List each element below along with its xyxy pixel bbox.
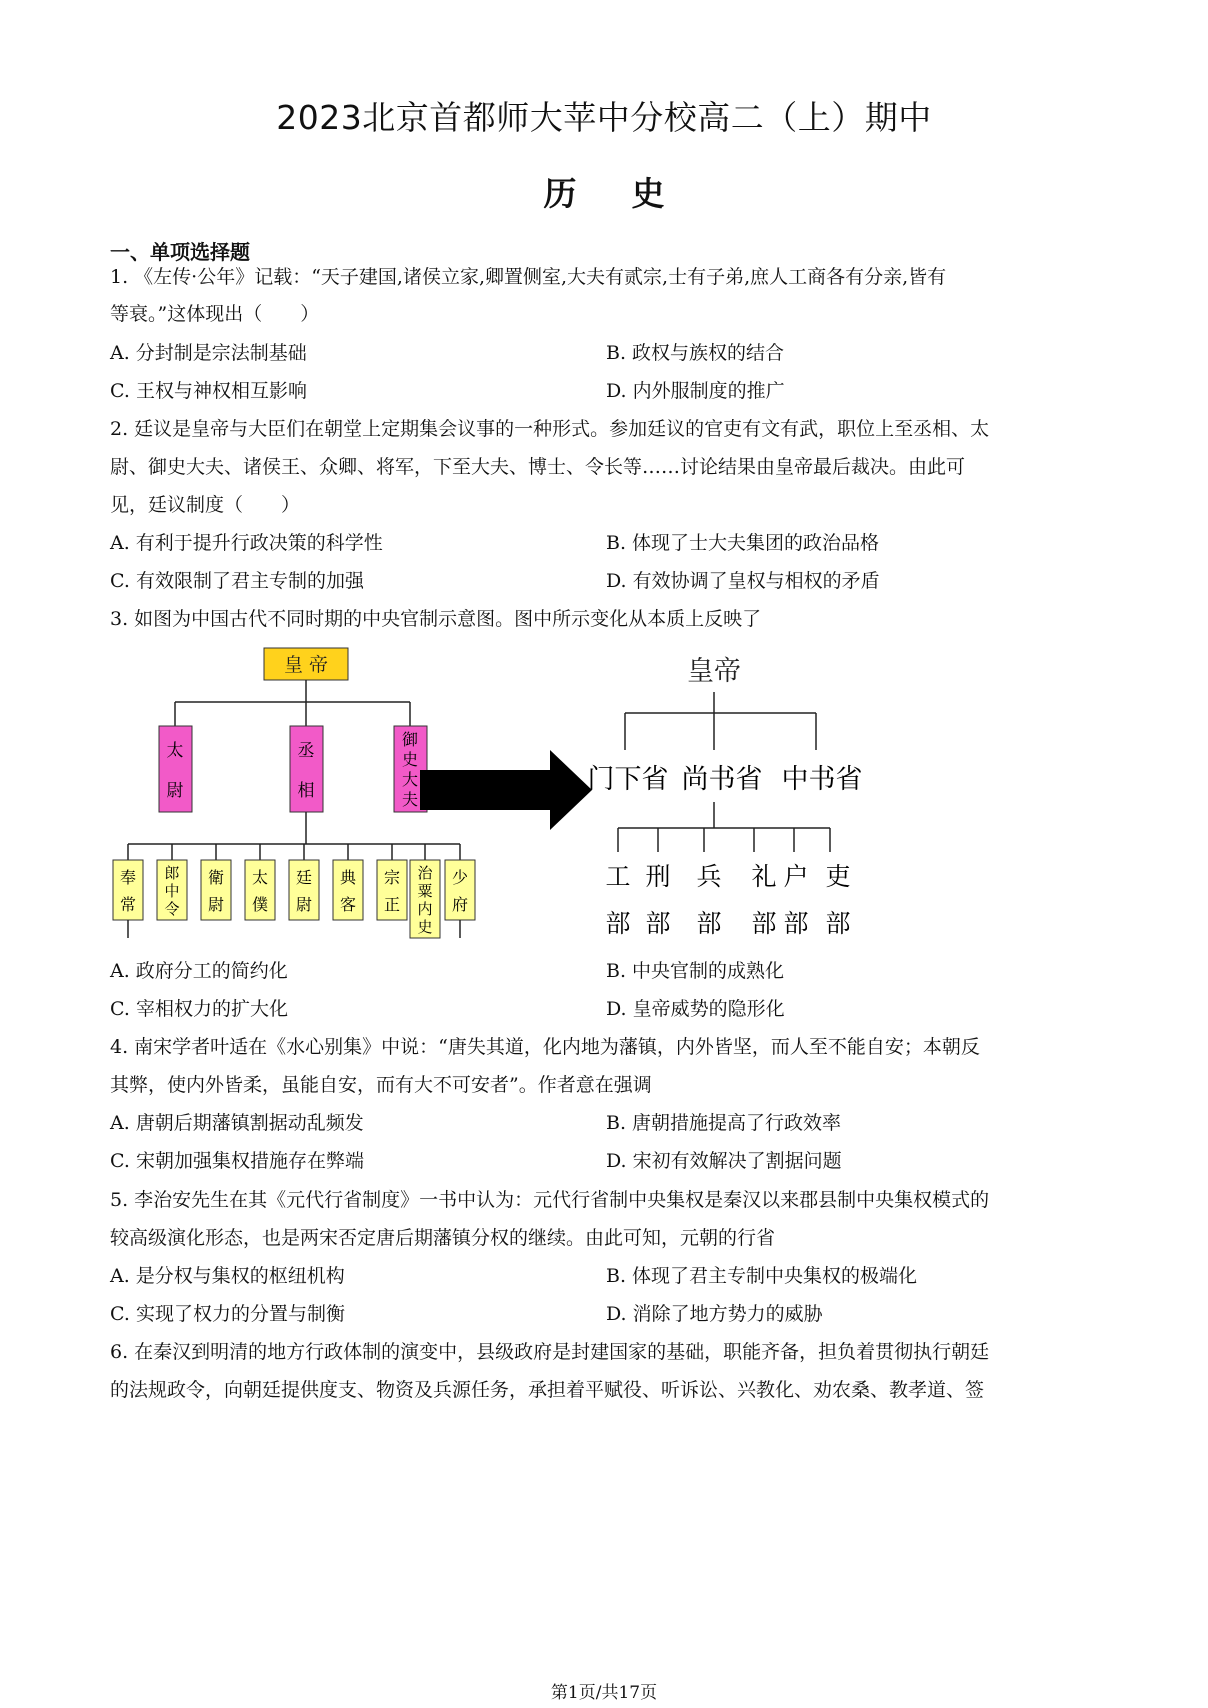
question-2-option-a: A. 有利于提升行政决策的科学性: [110, 532, 383, 554]
dept-menxia: 门下省: [587, 764, 669, 795]
svg-text:奉: 奉: [119, 868, 137, 887]
question-1-line-1: 1. 《左传·公年》记载：“天子建国,诸侯立家,卿置侧室,大夫有贰宗,士有子弟,庶人工商各有分亲,皆有: [110, 266, 947, 288]
official-yushidafu-char-1: 御: [401, 730, 419, 749]
svg-text:户: 户: [783, 862, 809, 891]
question-2-line-1: 2. 廷议是皇帝与大臣们在朝堂上定期集会议事的一种形式。参加廷议的官吏有文有武，职位上至丞相、太: [110, 418, 990, 440]
question-3-option-a: A. 政府分工的简约化: [110, 960, 288, 982]
svg-text:部: 部: [825, 909, 851, 938]
svg-text:令: 令: [164, 900, 180, 918]
page-number: 第1页/共17页: [550, 1683, 658, 1703]
svg-text:中: 中: [164, 882, 180, 900]
svg-text:史: 史: [417, 918, 433, 936]
svg-text:尉: 尉: [295, 895, 313, 914]
dept-zhongshu: 中书省: [781, 764, 863, 795]
svg-text:礼: 礼: [751, 862, 777, 891]
question-1-option-c: C. 王权与神权相互影响: [110, 380, 307, 402]
svg-text:部: 部: [605, 909, 631, 938]
svg-text:衛: 衛: [207, 868, 225, 887]
ministry-bingbu: [696, 862, 721, 938]
three-departments-six-ministries: [588, 656, 863, 938]
question-2-line-3: 见，廷议制度（ ）: [110, 494, 301, 516]
question-5-line-2: 较高级演化形态，也是两宋否定唐后期藩镇分权的继续。由此可知，元朝的行省: [110, 1227, 776, 1249]
official-chengxiang-char-1: 丞: [297, 741, 315, 761]
question-5-line-1: 5. 李治安先生在其《元代行省制度》一书中认为：元代行省制中央集权是秦汉以来郡县制中央集权模式的: [110, 1189, 990, 1211]
ministry-libu-rites: [751, 862, 776, 938]
svg-text:部: 部: [696, 909, 722, 938]
ministry-xingbu: [645, 862, 670, 938]
svg-text:吏: 吏: [825, 862, 851, 891]
question-3-option-d: D. 皇帝威势的隐形化: [606, 998, 785, 1020]
ministry-libu-personnel: [825, 862, 850, 938]
question-5-option-b: B. 体现了君主专制中央集权的极端化: [606, 1265, 918, 1287]
transition-arrow: [420, 750, 592, 830]
question-4-option-b: B. 唐朝措施提高了行政效率: [606, 1112, 842, 1134]
emperor-label: 皇 帝: [283, 654, 329, 676]
question-3-line-1: 3. 如图为中国古代不同时期的中央官制示意图。图中所示变化从本质上反映了: [110, 608, 762, 630]
question-1-option-b: B. 政权与族权的结合: [606, 342, 785, 364]
question-4-line-2: 其弊，使内外皆柔，虽能自安，而有大不可安者”。作者意在强调: [110, 1074, 652, 1096]
svg-text:部: 部: [751, 909, 777, 938]
svg-text:少: 少: [451, 868, 469, 887]
question-5-option-d: D. 消除了地方势力的威胁: [606, 1303, 823, 1325]
svg-text:客: 客: [339, 895, 357, 914]
ministry-hubu: [783, 862, 808, 938]
svg-text:廷: 廷: [295, 868, 313, 887]
question-5-option-c: C. 实现了权力的分置与制衡: [110, 1303, 345, 1325]
svg-text:治: 治: [417, 864, 433, 882]
svg-text:工: 工: [605, 862, 631, 891]
svg-text:典: 典: [339, 868, 357, 887]
official-yushidafu-char-2: 史: [401, 750, 419, 769]
question-1-line-2: 等衰。”这体现出（ ）: [110, 303, 320, 325]
question-2-line-2: 尉、御史大夫、诸侯王、众卿、将军，下至大夫、博士、令长等……讨论结果由皇帝最后裁决。由此可: [110, 456, 966, 478]
svg-text:宗: 宗: [383, 868, 401, 887]
svg-text:粟: 粟: [417, 882, 433, 900]
ministry-gongbu: [605, 862, 630, 938]
official-taiwei-char-2: 尉: [166, 781, 184, 801]
svg-text:僕: 僕: [251, 895, 269, 914]
question-4-line-1: 4. 南宋学者叶适在《水心别集》中说：“唐失其道，化内地为藩镇，内外皆坚，而人至不能自安；本朝反: [110, 1036, 980, 1058]
svg-text:府: 府: [451, 895, 469, 914]
section-title: 一、单项选择题: [110, 240, 250, 264]
svg-text:太: 太: [251, 868, 269, 887]
question-2-option-c: C. 有效限制了君主专制的加强: [110, 570, 364, 592]
question-5-option-a: A. 是分权与集权的枢纽机构: [110, 1265, 345, 1287]
official-taiwei-char-1: 太: [166, 741, 184, 761]
svg-text:常: 常: [119, 895, 137, 914]
official-yushidafu-char-3: 大: [401, 770, 419, 789]
question-4-option-c: C. 宋朝加强集权措施存在弊端: [110, 1150, 364, 1172]
question-4-option-a: A. 唐朝后期藩镇割据动乱频发: [110, 1112, 364, 1134]
page-title: 2023北京首都师大苹中分校高二（上）期中: [276, 98, 932, 137]
question-6-line-2: 的法规政令，向朝廷提供度支、物资及兵源任务，承担着平赋役、听诉讼、兴教化、劝农桑、教孝道、签: [110, 1379, 985, 1401]
emperor-right-label: 皇帝: [687, 656, 741, 687]
question-4-option-d: D. 宋初有效解决了割据问题: [606, 1150, 842, 1172]
official-yushidafu-char-4: 夫: [401, 790, 419, 809]
question-6-line-1: 6. 在秦汉到明清的地方行政体制的演变中，县级政府是封建国家的基础，职能齐备，担负着贯彻执行朝廷: [110, 1341, 990, 1363]
official-chengxiang-char-2: 相: [297, 781, 315, 801]
nine-ministers: [113, 844, 475, 938]
question-3-option-c: C. 宰相权力的扩大化: [110, 998, 288, 1020]
svg-text:部: 部: [645, 909, 671, 938]
question-3-option-b: B. 中央官制的成熟化: [606, 960, 785, 982]
svg-text:尉: 尉: [207, 895, 225, 914]
svg-text:刑: 刑: [645, 862, 671, 891]
svg-text:兵: 兵: [696, 862, 722, 891]
dept-shangshu: 尚书省: [681, 764, 763, 795]
question-2-option-b: B. 体现了士大夫集团的政治品格: [606, 532, 880, 554]
question-1-option-a: A. 分封制是宗法制基础: [110, 342, 307, 364]
subject-title: 历史: [543, 174, 720, 213]
svg-text:内: 内: [417, 900, 433, 918]
svg-text:正: 正: [383, 895, 401, 914]
question-2-option-d: D. 有效协调了皇权与相权的矛盾: [606, 570, 880, 592]
svg-text:部: 部: [783, 909, 809, 938]
svg-text:郎: 郎: [164, 864, 180, 882]
question-1-option-d: D. 内外服制度的推广: [606, 380, 785, 402]
